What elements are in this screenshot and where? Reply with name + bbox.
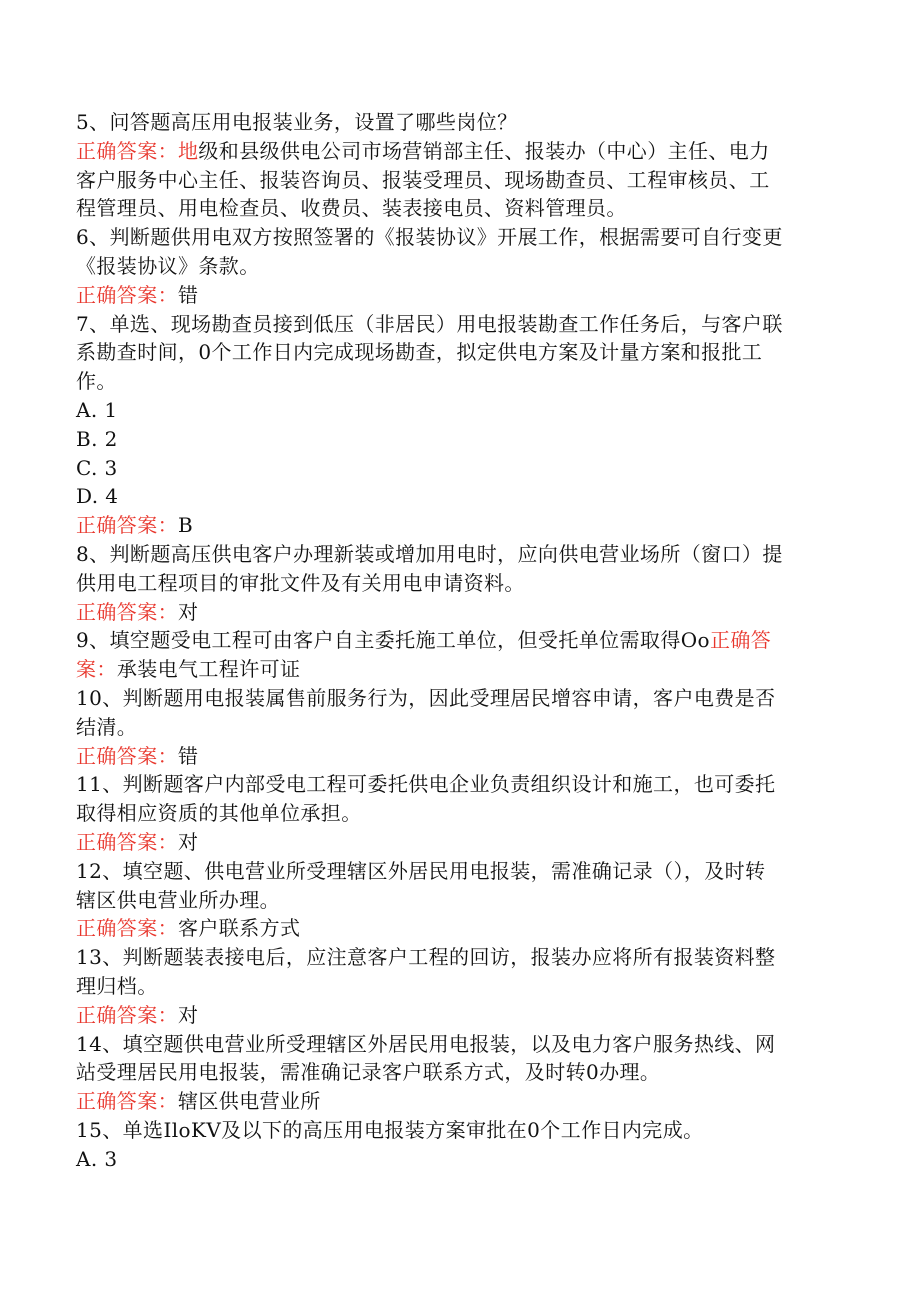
line-text: 15、单选IloKV及以下的高压用电报装方案审批在0个工作日内完成。 — [76, 1117, 704, 1142]
line-text: 10、判断题用电报装属售前服务行为，因此受理居民增容申请，客户电费是否 — [76, 685, 776, 710]
answer-label: 正确答案： — [76, 1002, 178, 1027]
text-line — [76, 799, 828, 828]
line-text: B. 2 — [76, 426, 118, 451]
line-text: 9、填空题受电工程可由客户自主委托施工单位，但受托单位需取得Oo — [76, 628, 710, 653]
text-line — [76, 1145, 828, 1174]
answer-label: 正确答 — [709, 628, 772, 653]
answer-label: 正确答案：地 — [76, 138, 199, 163]
answer-line — [76, 511, 828, 540]
answer-label: 正确答案： — [76, 916, 178, 941]
line-text: A. 1 — [76, 397, 118, 422]
answer-line — [76, 1001, 828, 1030]
text-line — [76, 108, 828, 137]
answer-label: 正确答案： — [76, 829, 178, 854]
answer-line — [76, 598, 828, 627]
text-line — [76, 770, 828, 799]
line-text: 站受理居民用电报装，需准确记录客户联系方式，及时转0办理。 — [76, 1060, 661, 1085]
line-text: 《报装协议》条款。 — [76, 253, 260, 278]
answer-label: 正确答案： — [76, 1089, 178, 1114]
text-line — [76, 252, 828, 281]
answer-line — [76, 1087, 828, 1116]
line-text: 结清。 — [76, 714, 138, 739]
line-text: 作。 — [76, 369, 117, 394]
text-line — [76, 713, 828, 742]
line-text: A. 3 — [76, 1146, 118, 1171]
line-text: 承装电气工程许可证 — [116, 657, 301, 682]
line-text: 11、判断题客户内部受电工程可委托供电企业负责组织设计和施工，也可委托 — [76, 772, 776, 797]
line-text: 对 — [178, 599, 199, 624]
line-text: 12、填空题、供电营业所受理辖区外居民用电报装，需准确记录（），及时转 — [76, 858, 766, 883]
line-text: 级和县级供电公司市场营销部主任、报装办（中心）主任、电力 — [198, 138, 770, 163]
answer-label: 正确答案： — [76, 282, 178, 307]
line-text: 客户服务中心主任、报装咨询员、报装受理员、现场勘查员、工程审核员、工 — [76, 167, 770, 192]
line-text: 7、单选、现场勘查员接到低压（非居民）用电报装勘查工作任务后，与客户联 — [76, 311, 783, 336]
answer-line — [76, 655, 828, 684]
text-line — [76, 569, 828, 598]
text-line — [76, 1058, 828, 1087]
text-line — [76, 857, 828, 886]
text-line — [76, 396, 828, 425]
text-line — [76, 454, 828, 483]
text-line — [76, 1030, 828, 1059]
answer-label: 正确答案： — [76, 513, 178, 538]
text-line — [76, 886, 828, 915]
line-text: 14、填空题供电营业所受理辖区外居民用电报装，以及电力客户服务热线、网 — [76, 1031, 776, 1056]
answer-line — [76, 914, 828, 943]
line-text: 错 — [178, 282, 199, 307]
text-line — [76, 626, 828, 655]
line-text: 取得相应资质的其他单位承担。 — [76, 801, 362, 826]
text-line — [76, 1116, 828, 1145]
line-text: 6、判断题供用电双方按照签署的《报装协议》开展工作，根据需要可自行变更 — [76, 225, 783, 250]
line-text: 辖区供电营业所 — [178, 1089, 321, 1114]
line-text: 5、问答题高压用电报装业务，设置了哪些岗位？ — [76, 110, 518, 134]
text-line — [76, 684, 828, 713]
line-text: 系勘查时间，0个工作日内完成现场勘查，拟定供电方案及计量方案和报批工 — [76, 340, 763, 365]
text-line — [76, 540, 828, 569]
line-text: 错 — [178, 743, 199, 768]
line-text: 对 — [178, 829, 199, 854]
text-line — [76, 310, 828, 339]
answer-label: 正确答案： — [76, 599, 178, 624]
answer-line — [76, 828, 828, 857]
text-line — [76, 166, 828, 195]
answer-line — [76, 281, 828, 310]
text-line — [76, 367, 828, 396]
text-line — [76, 338, 828, 367]
text-line — [76, 194, 828, 223]
text-line — [76, 482, 828, 511]
line-text: 8、判断题高压供电客户办理新装或增加用电时，应向供电营业场所（窗口）提 — [76, 541, 783, 566]
line-text: D. 4 — [76, 484, 119, 509]
answer-line — [76, 742, 828, 771]
answer-line — [76, 137, 828, 166]
line-text: C. 3 — [76, 455, 118, 480]
line-text: B — [178, 513, 194, 538]
text-line — [76, 943, 828, 972]
answer-label: 案： — [76, 657, 117, 682]
line-text: 对 — [178, 1002, 199, 1027]
line-text: 程管理员、用电检查员、收费员、装表接电员、资料管理员。 — [76, 196, 627, 221]
text-line — [76, 425, 828, 454]
line-text: 供用电工程项目的审批文件及有关用电申请资料。 — [76, 570, 525, 595]
line-text: 13、判断题装表接电后，应注意客户工程的回访，报装办应将所有报装资料整 — [76, 945, 776, 970]
line-text: 理归档。 — [76, 973, 158, 998]
text-line — [76, 972, 828, 1001]
text-line — [76, 223, 828, 252]
line-text: 客户联系方式 — [178, 916, 301, 941]
answer-label: 正确答案： — [76, 743, 178, 768]
line-text: 辖区供电营业所办理。 — [76, 887, 280, 912]
